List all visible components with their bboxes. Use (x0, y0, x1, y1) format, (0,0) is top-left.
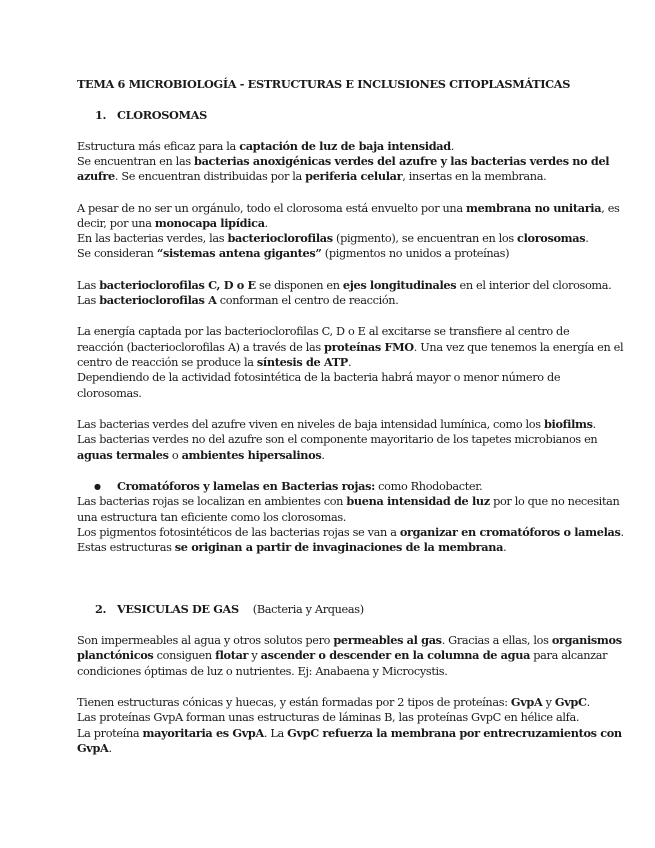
document-title: TEMA 6 MICROBIOLOGÍA - ESTRUCTURAS E INCLUSIONES CITOPLASMÁTICAS (77, 77, 571, 91)
paragraph-line: Las bacterioclorofilas A conforman el centro de reacción. (77, 293, 399, 307)
paragraph-line: clorosomas. (77, 387, 142, 400)
paragraph-line: una estructura tan eficiente como los clorosomas. (77, 511, 347, 524)
paragraph-line: Las bacterioclorofilas C, D o E se disponen en ejes longitudinales en el interior del clorosoma. (77, 278, 612, 292)
paragraph-line: centro de reacción se produce la síntesis de ATP. (77, 355, 352, 369)
paragraph-line: Tienen estructuras cónicas y huecas, y están formadas por 2 tipos de proteínas: GvpA y GvpC. (77, 695, 590, 709)
paragraph-line: Las bacterias verdes del azufre viven en niveles de baja intensidad lumínica, como los biofilms. (77, 417, 596, 431)
paragraph-line: GvpA. (77, 741, 112, 755)
paragraph-line: Las proteínas GvpA forman unas estructuras de láminas B, las proteínas GvpC en hélice alfa. (77, 711, 580, 724)
paragraph-line: La proteína mayoritaria es GvpA. La GvpC refuerza la membrana por entrecruzamientos con (77, 726, 622, 740)
paragraph-line: Las bacterias rojas se localizan en ambientes con buena intensidad de luz por lo que no necesitan (77, 494, 620, 508)
section-1-heading: 1. CLOROSOMAS (95, 108, 207, 122)
section-2-heading: 2. VESICULAS DE GAS (Bacteria y Arqueas) (95, 602, 364, 616)
paragraph-line: La energía captada por las bacterioclorofilas C, D o E al excitarse se transfiere al centro de (77, 325, 570, 338)
paragraph-line: Dependiendo de la actividad fotosintética de la bacteria habrá mayor o menor número de (77, 371, 561, 384)
paragraph-line: decir, por una monocapa lipídica. (77, 216, 268, 230)
paragraph-line: Estas estructuras se originan a partir de invaginaciones de la membrana. (77, 540, 507, 554)
paragraph-line: Estructura más eficaz para la captación de luz de baja intensidad. (77, 139, 455, 153)
paragraph-line: Las bacterias verdes no del azufre son el componente mayoritario de los tapetes microbianos en (77, 433, 598, 446)
bullet-dot-icon: ● (94, 482, 101, 491)
paragraph-line: condiciones óptimas de luz o nutrientes. Ej: Anabaena y Microcystis. (77, 665, 448, 678)
paragraph-line: En las bacterias verdes, las bacterioclorofilas (pigmento), se encuentran en los clorosomas. (77, 231, 589, 245)
paragraph-line: A pesar de no ser un orgánulo, todo el clorosoma está envuelto por una membrana no unitaria, es (77, 201, 620, 215)
paragraph-line: Se consideran “sistemas antena gigantes” (pigmentos no unidos a proteínas) (77, 246, 510, 260)
paragraph-line: Se encuentran en las bacterias anoxigénicas verdes del azufre y las bacterias verdes no del (77, 154, 610, 168)
paragraph-line: reacción (bacterioclorofilas A) a través de las proteínas FMO. Una vez que tenemos la energía en el (77, 340, 624, 354)
paragraph-line: azufre. Se encuentran distribuidas por la periferia celular, insertas en la membrana. (77, 169, 547, 183)
paragraph-line: Los pigmentos fotosintéticos de las bacterias rojas se van a organizar en cromatóforos o lamelas. (77, 525, 624, 539)
paragraph-line: Son impermeables al agua y otros solutos pero permeables al gas. Gracias a ellas, los organismos (77, 633, 622, 647)
bullet-item: ● Cromatóforos y lamelas en Bacterias rojas: como Rhodobacter. (94, 479, 483, 493)
paragraph-line: aguas termales o ambientes hipersalinos. (77, 448, 325, 462)
paragraph-line: planctónicos consiguen flotar y ascender o descender en la columna de agua para alcanzar (77, 648, 608, 662)
